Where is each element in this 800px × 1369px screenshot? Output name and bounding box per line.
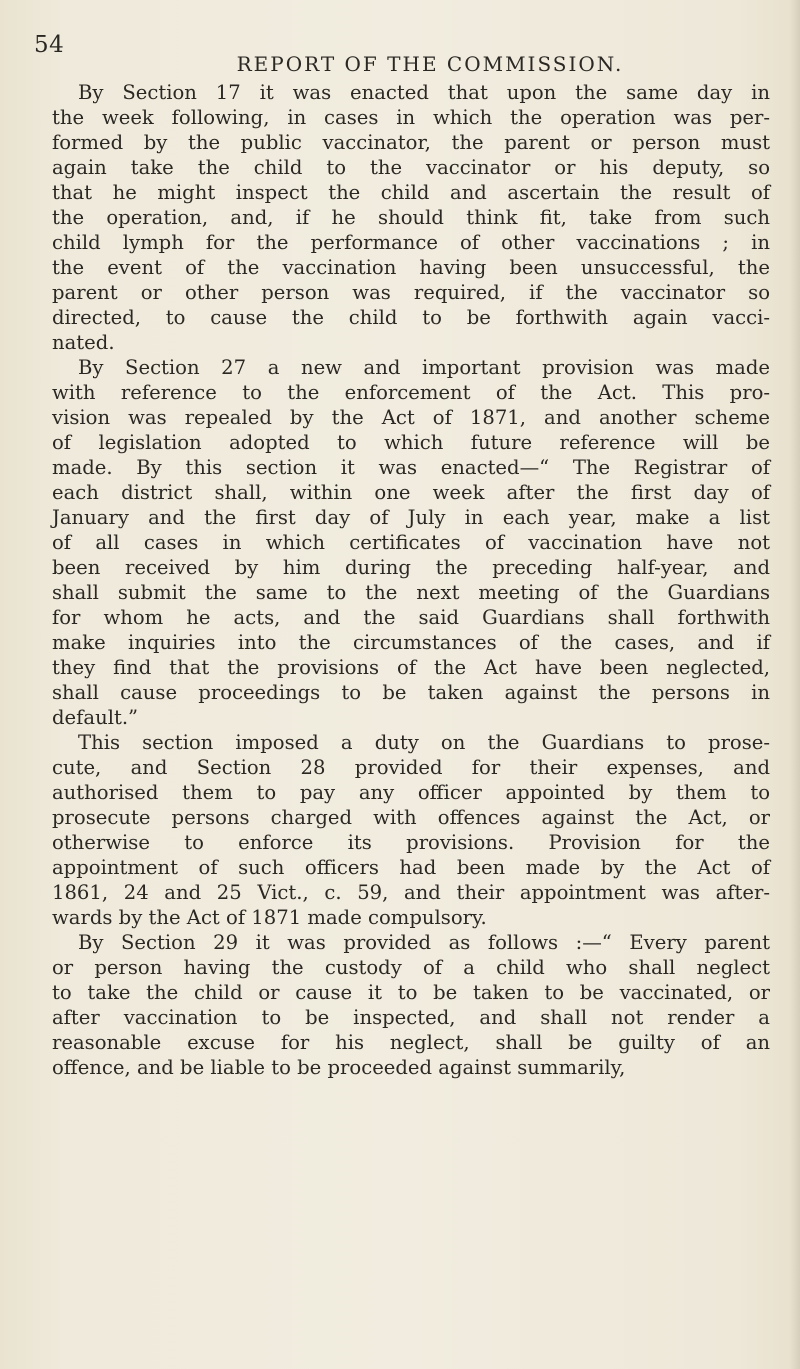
- text-line: they find that the provisions of the Act have been neglected,: [52, 656, 770, 679]
- text-line: This section imposed a duty on the Guardians to prose-: [78, 731, 770, 754]
- text-line: or person having the custody of a child who shall neglect: [52, 956, 770, 979]
- paragraph: [52, 355, 770, 730]
- text-line: nated.: [52, 331, 115, 354]
- running-title: REPORT OF THE COMMISSION.: [236, 52, 624, 76]
- text-line: offence, and be liable to be proceeded against summarily,: [52, 1056, 626, 1079]
- text-line: authorised them to pay any officer appointed by them to: [52, 781, 770, 804]
- text-line: vision was repealed by the Act of 1871, and another scheme: [52, 406, 770, 429]
- paragraph: [52, 730, 770, 930]
- text-line: again take the child to the vaccinator or his deputy, so: [52, 156, 770, 179]
- text-line: By Section 29 it was provided as follows :—“ Every parent: [78, 931, 770, 954]
- text-line: the event of the vaccination having been unsuccessful, the: [52, 256, 770, 279]
- text-line: otherwise to enforce its provisions. Provision for the: [52, 831, 770, 854]
- text-line: made. By this section it was enacted—“ The Registrar of: [52, 456, 770, 479]
- text-line: for whom he acts, and the said Guardians shall forthwith: [52, 606, 770, 629]
- text-line: By Section 17 it was enacted that upon the same day in: [78, 81, 770, 104]
- text-line: of all cases in which certificates of vaccination have not: [52, 531, 770, 554]
- text-line: formed by the public vaccinator, the parent or person must: [52, 131, 770, 154]
- text-line: child lymph for the performance of other vaccinations ; in: [52, 231, 770, 254]
- text-line: the week following, in cases in which the operation was per-: [52, 106, 770, 129]
- text-line: parent or other person was required, if the vaccinator so: [52, 281, 770, 304]
- body-text: [52, 80, 770, 1080]
- text-line: 1861, 24 and 25 Vict., c. 59, and their appointment was after-: [52, 881, 770, 904]
- page-number: 54: [34, 32, 65, 58]
- text-line: each district shall, within one week after the first day of: [52, 481, 770, 504]
- text-line: default.”: [52, 706, 139, 729]
- text-line: appointment of such officers had been made by the Act of: [52, 856, 770, 879]
- text-line: January and the first day of July in each year, make a list: [52, 506, 770, 529]
- text-line: prosecute persons charged with offences against the Act, or: [52, 806, 770, 829]
- text-line: after vaccination to be inspected, and shall not render a: [52, 1006, 770, 1029]
- paragraph: [52, 930, 770, 1080]
- text-line: with reference to the enforcement of the Act. This pro-: [52, 381, 770, 404]
- text-line: By Section 27 a new and important provision was made: [78, 356, 770, 379]
- text-line: reasonable excuse for his neglect, shall be guilty of an: [52, 1031, 770, 1054]
- text-line: make inquiries into the circumstances of the cases, and if: [52, 631, 770, 654]
- text-line: to take the child or cause it to be taken to be vaccinated, or: [52, 981, 770, 1004]
- text-line: shall cause proceedings to be taken against the persons in: [52, 681, 770, 704]
- paragraph: [52, 80, 770, 355]
- text-line: the operation, and, if he should think fit, take from such: [52, 206, 770, 229]
- text-line: that he might inspect the child and ascertain the result of: [52, 181, 770, 204]
- text-line: shall submit the same to the next meeting of the Guardians: [52, 581, 770, 604]
- page-spine-shadow: [790, 0, 800, 1369]
- text-line: directed, to cause the child to be forthwith again vacci-: [52, 306, 770, 329]
- text-line: cute, and Section 28 provided for their expenses, and: [52, 756, 770, 779]
- text-line: wards by the Act of 1871 made compulsory.: [52, 906, 487, 929]
- text-line: of legislation adopted to which future reference will be: [52, 431, 770, 454]
- text-line: been received by him during the preceding half-year, and: [52, 556, 770, 579]
